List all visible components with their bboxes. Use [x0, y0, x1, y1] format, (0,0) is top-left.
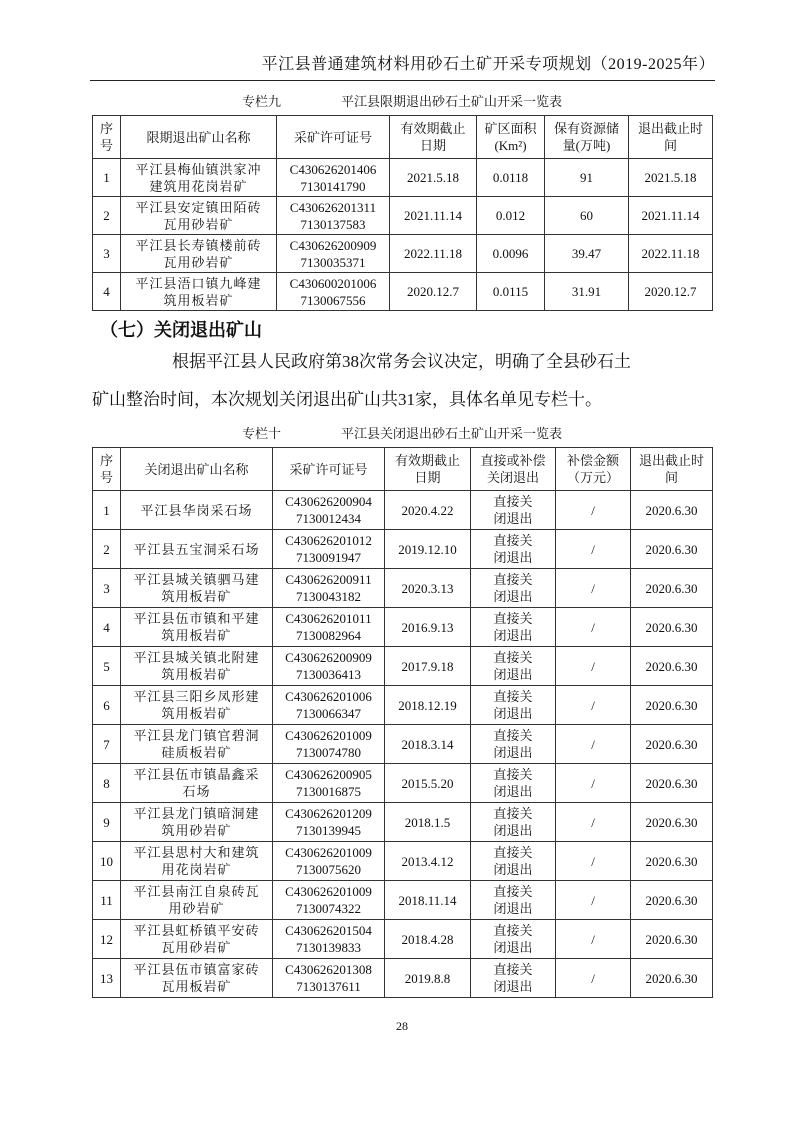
table-row [93, 686, 713, 725]
cell-exit: 2020.6.30 [631, 530, 713, 569]
cell-col6: / [556, 569, 631, 608]
cell-exit: 2020.6.30 [631, 881, 713, 920]
cell-license: C430626201308 7130137611 [273, 959, 385, 998]
cell-col6: / [556, 881, 631, 920]
table-row [93, 725, 713, 764]
cell-name: 平江县长寿镇楼前砖瓦用砂岩矿 [121, 235, 277, 273]
cell-license: C430600201006 7130067556 [277, 273, 390, 311]
cell-col5: 直接关闭退出 [471, 920, 556, 959]
cell-name: 平江县龙门镇暗洞建筑用砂岩矿 [121, 803, 273, 842]
cell-seq: 3 [93, 569, 121, 608]
cell-name: 平江县五宝洞采石场 [121, 530, 273, 569]
table-row [93, 235, 713, 273]
cell-seq: 5 [93, 647, 121, 686]
cell-col6: / [556, 686, 631, 725]
cell-license: C430626201504 7130139833 [273, 920, 385, 959]
cell-col5: 直接关闭退出 [471, 686, 556, 725]
table9-header-exit: 退出截止时间 [629, 116, 713, 159]
cell-name: 平江县伍市镇和平建筑用板岩矿 [121, 608, 273, 647]
cell-col5: 直接关闭退出 [471, 530, 556, 569]
cell-expiry: 2020.12.7 [390, 273, 477, 311]
cell-exit: 2021.5.18 [629, 159, 713, 197]
cell-seq: 3 [93, 235, 121, 273]
cell-col5: 0.012 [477, 197, 545, 235]
cell-expiry: 2018.4.28 [385, 920, 471, 959]
cell-col5: 直接关闭退出 [471, 647, 556, 686]
cell-expiry: 2017.9.18 [385, 647, 471, 686]
cell-seq: 2 [93, 530, 121, 569]
cell-expiry: 2015.5.20 [385, 764, 471, 803]
cell-seq: 6 [93, 686, 121, 725]
table9-caption [92, 93, 712, 111]
cell-col6: / [556, 491, 631, 530]
table9-header-name: 限期退出矿山名称 [121, 116, 277, 159]
cell-seq: 9 [93, 803, 121, 842]
cell-col5: 直接关闭退出 [471, 491, 556, 530]
cell-license: C430626200909 7130036413 [273, 647, 385, 686]
cell-expiry: 2019.8.8 [385, 959, 471, 998]
table10-header-exit: 退出截止时间 [631, 448, 713, 491]
cell-seq: 8 [93, 764, 121, 803]
cell-exit: 2022.11.18 [629, 235, 713, 273]
cell-exit: 2020.6.30 [631, 491, 713, 530]
cell-col6: / [556, 764, 631, 803]
cell-expiry: 2018.3.14 [385, 725, 471, 764]
cell-col6: / [556, 530, 631, 569]
cell-seq: 7 [93, 725, 121, 764]
cell-license: C430626201311 7130137583 [277, 197, 390, 235]
table10-header-col5: 直接或补偿关闭退出 [471, 448, 556, 491]
cell-seq: 4 [93, 608, 121, 647]
cell-exit: 2021.11.14 [629, 197, 713, 235]
cell-expiry: 2019.12.10 [385, 530, 471, 569]
table9-caption-title: 平江县限期退出砂石土矿山开采一览表 [341, 94, 563, 109]
table-row [93, 803, 713, 842]
cell-col6: / [556, 959, 631, 998]
cell-exit: 2020.6.30 [631, 686, 713, 725]
cell-name: 平江县城关镇北附建筑用板岩矿 [121, 647, 273, 686]
table9-header-col5: 矿区面积(Km²) [477, 116, 545, 159]
table10-header-row [93, 448, 713, 491]
cell-exit: 2020.6.30 [631, 764, 713, 803]
table10-caption-title: 平江县关闭退出砂石土矿山开采一览表 [341, 426, 563, 441]
cell-exit: 2020.6.30 [631, 725, 713, 764]
cell-license: C430626201009 7130074322 [273, 881, 385, 920]
cell-expiry: 2021.11.14 [390, 197, 477, 235]
cell-expiry: 2013.4.12 [385, 842, 471, 881]
table10-caption [92, 425, 712, 443]
cell-name: 平江县梅仙镇洪家冲建筑用花岗岩矿 [121, 159, 277, 197]
cell-license: C430626201011 7130082964 [273, 608, 385, 647]
cell-seq: 12 [93, 920, 121, 959]
cell-expiry: 2021.5.18 [390, 159, 477, 197]
cell-col6: / [556, 842, 631, 881]
table-row [93, 273, 713, 311]
cell-license: C430626200911 7130043182 [273, 569, 385, 608]
table-row [93, 959, 713, 998]
cell-name: 平江县龙门镇官碧洞硅质板岩矿 [121, 725, 273, 764]
cell-col5: 直接关闭退出 [471, 959, 556, 998]
cell-exit: 2020.6.30 [631, 920, 713, 959]
table-row [93, 159, 713, 197]
table-row [93, 569, 713, 608]
cell-col5: 直接关闭退出 [471, 881, 556, 920]
table9-header-seq: 序号 [93, 116, 121, 159]
cell-exit: 2020.12.7 [629, 273, 713, 311]
cell-expiry: 2020.3.13 [385, 569, 471, 608]
cell-name: 平江县城关镇驷马建筑用板岩矿 [121, 569, 273, 608]
section-paragraph [92, 343, 717, 419]
cell-exit: 2020.6.30 [631, 803, 713, 842]
table-row [93, 197, 713, 235]
cell-col5: 直接关闭退出 [471, 803, 556, 842]
cell-col6: 60 [545, 197, 629, 235]
cell-expiry: 2018.11.14 [385, 881, 471, 920]
table-row [93, 764, 713, 803]
cell-exit: 2020.6.30 [631, 647, 713, 686]
table9-caption-number: 专栏九 [241, 94, 281, 109]
table-row [93, 608, 713, 647]
cell-exit: 2020.6.30 [631, 608, 713, 647]
cell-col5: 直接关闭退出 [471, 764, 556, 803]
header-divider [90, 80, 715, 81]
cell-expiry: 2016.9.13 [385, 608, 471, 647]
cell-name: 平江县伍市镇富家砖瓦用板岩矿 [121, 959, 273, 998]
cell-license: C430626200905 7130016875 [273, 764, 385, 803]
table-row [93, 647, 713, 686]
cell-col6: / [556, 725, 631, 764]
table10-header-seq: 序号 [93, 448, 121, 491]
cell-name: 平江县思村大和建筑用花岗岩矿 [121, 842, 273, 881]
cell-seq: 1 [93, 491, 121, 530]
cell-exit: 2020.6.30 [631, 842, 713, 881]
table-row [93, 842, 713, 881]
cell-expiry: 2018.1.5 [385, 803, 471, 842]
table10-header-expiry: 有效期截止日期 [385, 448, 471, 491]
table9 [92, 115, 713, 311]
cell-name: 平江县浯口镇九峰建筑用板岩矿 [121, 273, 277, 311]
cell-col5: 直接关闭退出 [471, 608, 556, 647]
cell-col6: / [556, 803, 631, 842]
cell-license: C430626201209 7130139945 [273, 803, 385, 842]
cell-name: 平江县安定镇田陌砖瓦用砂岩矿 [121, 197, 277, 235]
table10-header-col6: 补偿金额（万元） [556, 448, 631, 491]
cell-col5: 0.0096 [477, 235, 545, 273]
cell-license: C430626201009 7130075620 [273, 842, 385, 881]
cell-seq: 1 [93, 159, 121, 197]
table-row [93, 881, 713, 920]
table10 [92, 447, 713, 998]
table10-header-license: 采矿许可证号 [273, 448, 385, 491]
table10-header-name: 关闭退出矿山名称 [121, 448, 273, 491]
table-row [93, 920, 713, 959]
cell-exit: 2020.6.30 [631, 569, 713, 608]
cell-name: 平江县伍市镇晶鑫采石场 [121, 764, 273, 803]
section-heading: （七）关闭退出矿山 [100, 320, 262, 340]
cell-col6: 39.47 [545, 235, 629, 273]
cell-seq: 10 [93, 842, 121, 881]
cell-name: 平江县三阳乡凤形建筑用板岩矿 [121, 686, 273, 725]
running-header: 平江县普通建筑材料用砂石土矿开采专项规划（2019-2025年） [261, 56, 715, 73]
table9-header-col6: 保有资源储量(万吨) [545, 116, 629, 159]
cell-exit: 2020.6.30 [631, 959, 713, 998]
cell-col5: 直接关闭退出 [471, 842, 556, 881]
table-row [93, 530, 713, 569]
cell-license: C430626201006 7130066347 [273, 686, 385, 725]
cell-col6: 91 [545, 159, 629, 197]
cell-seq: 4 [93, 273, 121, 311]
paragraph-line-1: 根据平江县人民政府第38次常务会议决定，明确了全县砂石土 [172, 352, 631, 371]
cell-license: C430626200909 7130035371 [277, 235, 390, 273]
cell-col6: / [556, 920, 631, 959]
cell-col5: 直接关闭退出 [471, 725, 556, 764]
cell-seq: 11 [93, 881, 121, 920]
cell-expiry: 2022.11.18 [390, 235, 477, 273]
table9-header-row [93, 116, 713, 159]
cell-seq: 2 [93, 197, 121, 235]
cell-expiry: 2018.12.19 [385, 686, 471, 725]
cell-col5: 直接关闭退出 [471, 569, 556, 608]
cell-seq: 13 [93, 959, 121, 998]
table-row [93, 491, 713, 530]
table10-caption-number: 专栏十 [241, 426, 281, 441]
paragraph-line-2: 矿山整治时间，本次规划关闭退出矿山共31家，具体名单见专栏十。 [92, 390, 602, 409]
cell-col6: / [556, 647, 631, 686]
cell-license: C430626201406 7130141790 [277, 159, 390, 197]
cell-name: 平江县南江自泉砖瓦用砂岩矿 [121, 881, 273, 920]
page-number: 28 [396, 1019, 408, 1033]
cell-expiry: 2020.4.22 [385, 491, 471, 530]
cell-name: 平江县虹桥镇平安砖瓦用砂岩矿 [121, 920, 273, 959]
cell-col6: 31.91 [545, 273, 629, 311]
cell-col5: 0.0115 [477, 273, 545, 311]
cell-col6: / [556, 608, 631, 647]
cell-license: C430626201012 7130091947 [273, 530, 385, 569]
cell-license: C430626201009 7130074780 [273, 725, 385, 764]
cell-col5: 0.0118 [477, 159, 545, 197]
cell-license: C430626200904 7130012434 [273, 491, 385, 530]
table9-header-expiry: 有效期截止日期 [390, 116, 477, 159]
cell-name: 平江县华岗采石场 [121, 491, 273, 530]
table9-header-license: 采矿许可证号 [277, 116, 390, 159]
